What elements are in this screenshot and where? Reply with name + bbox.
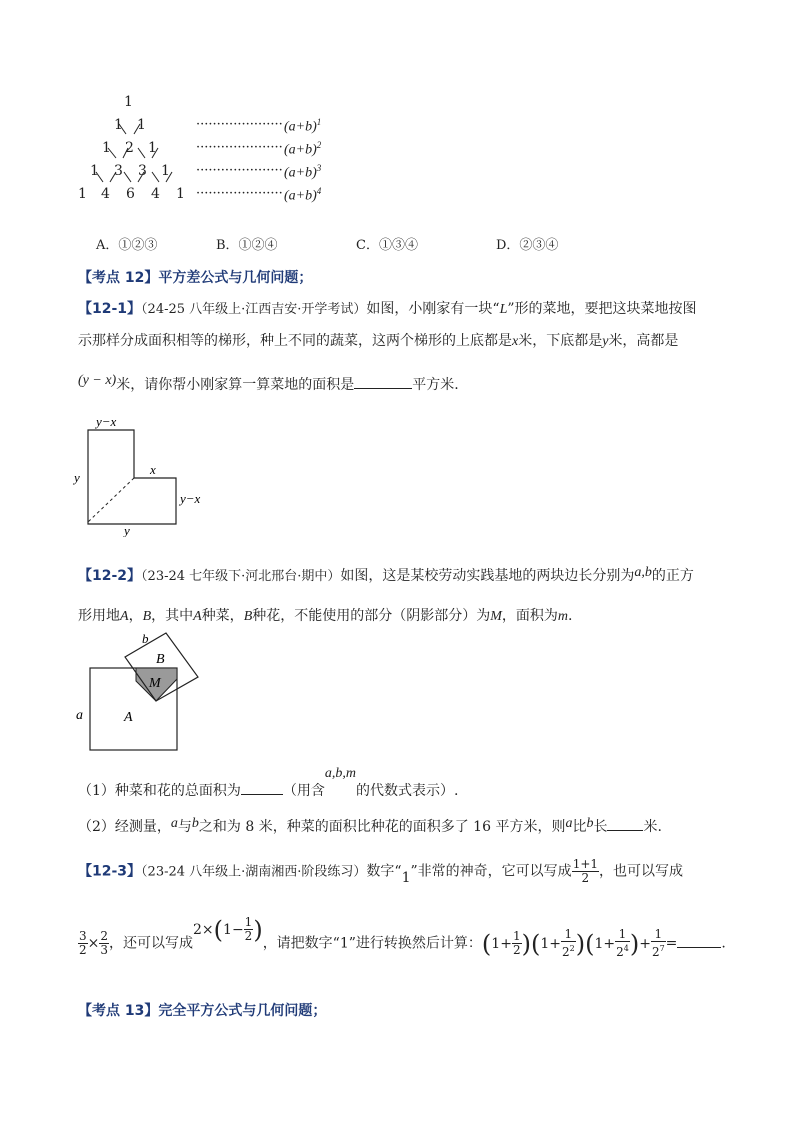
q12-2-sub2-text-c: 之和为 8 米，种菜的面积比种花的面积多了 16 平方米，则: [198, 819, 566, 835]
q12-3-end: .: [721, 935, 726, 952]
pascal-row4-n2: 3: [114, 163, 123, 179]
q12-2-sub2-blank[interactable]: [607, 816, 643, 831]
q12-2-sub2-var-a2: a: [565, 816, 573, 831]
q12-3-text-b: ”非常的神奇，它可以写成: [410, 863, 572, 880]
q12-2-sub1-text-a: （1）种菜和花的总面积为: [78, 783, 241, 799]
q12-3-tag: 【12-3】: [78, 863, 142, 880]
q12-2-text-d: ，其中: [151, 608, 194, 624]
l-label-left: y: [74, 470, 80, 485]
q12-1-expr: (y − x): [78, 373, 117, 388]
q12-1-text-e: 米，高都是: [608, 333, 679, 349]
option-d[interactable]: D．②③④: [496, 238, 559, 253]
q12-1-text-c: 示那样分成面积相等的梯形，种上不同的蔬菜，这两个梯形的上底都是: [78, 333, 512, 349]
q12-2-text-b: 的正方: [651, 568, 694, 584]
option-c[interactable]: C．①③④: [356, 238, 418, 253]
section-13-heading: 【考点 13】完全平方公式与几何问题；: [78, 1003, 327, 1019]
q12-2-sub1-text-b: （用含: [282, 783, 325, 799]
q12-2-line1: [78, 565, 694, 585]
l-label-bottom: y: [124, 523, 130, 537]
q12-3-source: （23-24 八年级上·湖南湘西·阶段练习）: [141, 864, 367, 880]
q12-1-source: （24-25 八年级上·江西吉安·开学考试）: [141, 302, 367, 317]
q12-1-var-x: x: [512, 334, 519, 349]
q12-2-text-e: 种菜，: [201, 608, 244, 624]
l-label-right: y−x: [180, 491, 201, 506]
q12-2-text-c: 形用地: [78, 608, 120, 624]
l-label-mid: x: [150, 462, 156, 477]
q12-2-var-A: A: [120, 609, 129, 624]
option-b[interactable]: B．①②④: [216, 238, 278, 253]
q12-2-sub2-text-d: 比: [572, 819, 587, 835]
q12-1-tag: 【12-1】: [78, 301, 142, 317]
q12-3-answer-blank[interactable]: [677, 933, 721, 948]
frac-1plus1-over-2: $\frac{1+1}{2}$: [572, 857, 599, 885]
pascal-row4-n3: 3: [138, 163, 147, 179]
frac-2-over-3: $\frac{2}{3}$: [100, 929, 109, 957]
pascal-row5-n3: 6: [126, 186, 135, 202]
label-b: b: [142, 631, 149, 646]
q12-2-text-a: 如图，这是某校劳动实践基地的两块边长分别为: [340, 568, 635, 584]
pascal-expr-1: $(a+b)^1$: [284, 117, 322, 135]
q12-2-var-B2: B: [243, 609, 253, 624]
q12-1-text-d: 米，下底都是: [518, 333, 603, 349]
pascal-dots-3: ·····················: [196, 163, 283, 178]
squares-figure: [70, 625, 230, 755]
q12-2-sub2-var-b2: b: [586, 816, 594, 831]
q12-1-line2: [78, 330, 678, 350]
pascal-expr-3: $(a+b)^3$: [284, 163, 322, 181]
q12-1-line1: [78, 298, 697, 318]
q12-1-line3: [78, 374, 459, 394]
q12-2-sub2-var-b: b: [191, 816, 199, 831]
q12-2-var-A2: A: [193, 609, 202, 624]
pascal-expr-4: $(a+b)^4$: [284, 186, 322, 204]
pascal-row3-n1: 1: [102, 140, 111, 156]
q12-2-sub1-text-c: 的代数式表示）.: [356, 783, 459, 799]
q12-2-sub2-var-a: a: [170, 816, 178, 831]
expr-2-times: 2×(1− $\frac{1}{2}$ ): [193, 915, 263, 944]
label-a: a: [76, 708, 83, 723]
label-B: B: [156, 652, 165, 667]
pascal-row5-n4: 4: [151, 186, 160, 202]
q12-2-var-m: m: [557, 609, 569, 624]
pascal-row5-n5: 1: [176, 186, 185, 202]
frac-3-over-2: $\frac{3}{2}$: [79, 929, 87, 957]
pascal-dots-4: ·····················: [196, 186, 283, 201]
l-label-top: y−x: [96, 414, 117, 429]
q12-2-text-h: .: [568, 608, 573, 624]
q12-1-text-a: 如图，小刚家有一块“: [366, 301, 500, 317]
pascal-row4-n4: 1: [161, 163, 170, 179]
option-a[interactable]: A．①②③: [96, 238, 158, 253]
q12-2-text-f: 种花，不能使用的部分（阴影部分）为: [252, 608, 491, 624]
q12-3-text-c: ，也可以写成: [599, 863, 684, 880]
q12-3-one: 1: [401, 869, 411, 886]
pascal-dots-1: ·····················: [196, 117, 283, 132]
q12-3-line1: [78, 858, 683, 885]
q12-2-sub2-text-f: 米.: [643, 819, 662, 835]
pascal-expr-2: $(a+b)^2$: [284, 140, 322, 158]
pascal-row4-n1: 1: [90, 163, 99, 179]
l-shape-figure: [70, 412, 220, 537]
q12-2-source: （23-24 七年级下·河北邢台·期中）: [141, 569, 341, 584]
q12-1-text-g: 平方米.: [412, 377, 459, 393]
q12-2-sep: ，: [128, 608, 143, 624]
q12-2-sub2-text-a: （2）经测量，: [78, 819, 171, 835]
pascal-row1-n1: 1: [124, 94, 133, 110]
q12-2-var-ab: a,b: [634, 565, 652, 580]
q12-2-line2: [78, 605, 573, 625]
pascal-row2-n1: 1: [114, 117, 123, 133]
q12-2-text-g: ，面积为: [501, 608, 558, 624]
label-A: A: [124, 710, 133, 725]
q12-1-text-b: ”形的菜地，要把这块菜地按图: [507, 301, 697, 317]
q12-2-var-M: M: [490, 609, 502, 624]
q12-2-sub2-text-e: 长: [593, 819, 608, 835]
q12-2-sub2: [78, 816, 662, 836]
pascal-row3-n3: 1: [148, 140, 157, 156]
q12-1-text-f: 米，请你帮小刚家算一算菜地的面积是: [116, 377, 355, 393]
pascal-row2-n2: 1: [137, 117, 146, 133]
q12-3-text-e: ，请把数字“1”进行转换然后计算：: [262, 935, 482, 952]
q12-2-tag: 【12-2】: [78, 568, 142, 584]
q12-2-sub1: [78, 766, 459, 800]
section-12-heading: 【考点 12】平方差公式与几何问题；: [78, 270, 313, 286]
q12-1-var-y: y: [602, 334, 609, 349]
q12-2-var-B: B: [142, 609, 152, 624]
l-shape-outline: [88, 430, 176, 524]
l-shape-diagonal: [88, 478, 134, 522]
q12-2-sub2-text-b: 与: [177, 819, 192, 835]
pascal-dots-2: ·····················: [196, 140, 283, 155]
q12-1-var-L: L: [499, 302, 508, 317]
q12-3-text-d: ，还可以写成: [109, 935, 194, 952]
q12-3-text-a: 数字“: [366, 863, 402, 880]
q12-2-sub1-vars: a,b,m: [324, 766, 357, 781]
q12-3-line2: $\frac{3}{2}$ × $\frac{2}{3}$ ，还可以写成2×(1− $\frac{1}{2}$ )，请把数字“1”进行转换然后计算：(1+ $\frac{1}{2}$ )(1+ $\frac{1}{2^2}$ )(1+ $\frac{1}{2^4}$ )+ $\frac{1}{2^7}$ = .: [79, 915, 726, 959]
q12-1-answer-blank[interactable]: [354, 374, 412, 389]
pascal-row5-n2: 4: [101, 186, 110, 202]
product-expression: (1+ $\frac{1}{2}$ )(1+ $\frac{1}{2^2}$ )(1+ $\frac{1}{2^4}$ )+ $\frac{1}{2^7}$: [481, 927, 665, 959]
pascal-row3-n2: 2: [125, 140, 134, 156]
q12-2-sub1-blank[interactable]: [241, 780, 283, 795]
pascal-row5-n1: 1: [78, 186, 87, 202]
label-M: M: [149, 676, 161, 691]
q12-3-equals: =: [665, 935, 678, 952]
